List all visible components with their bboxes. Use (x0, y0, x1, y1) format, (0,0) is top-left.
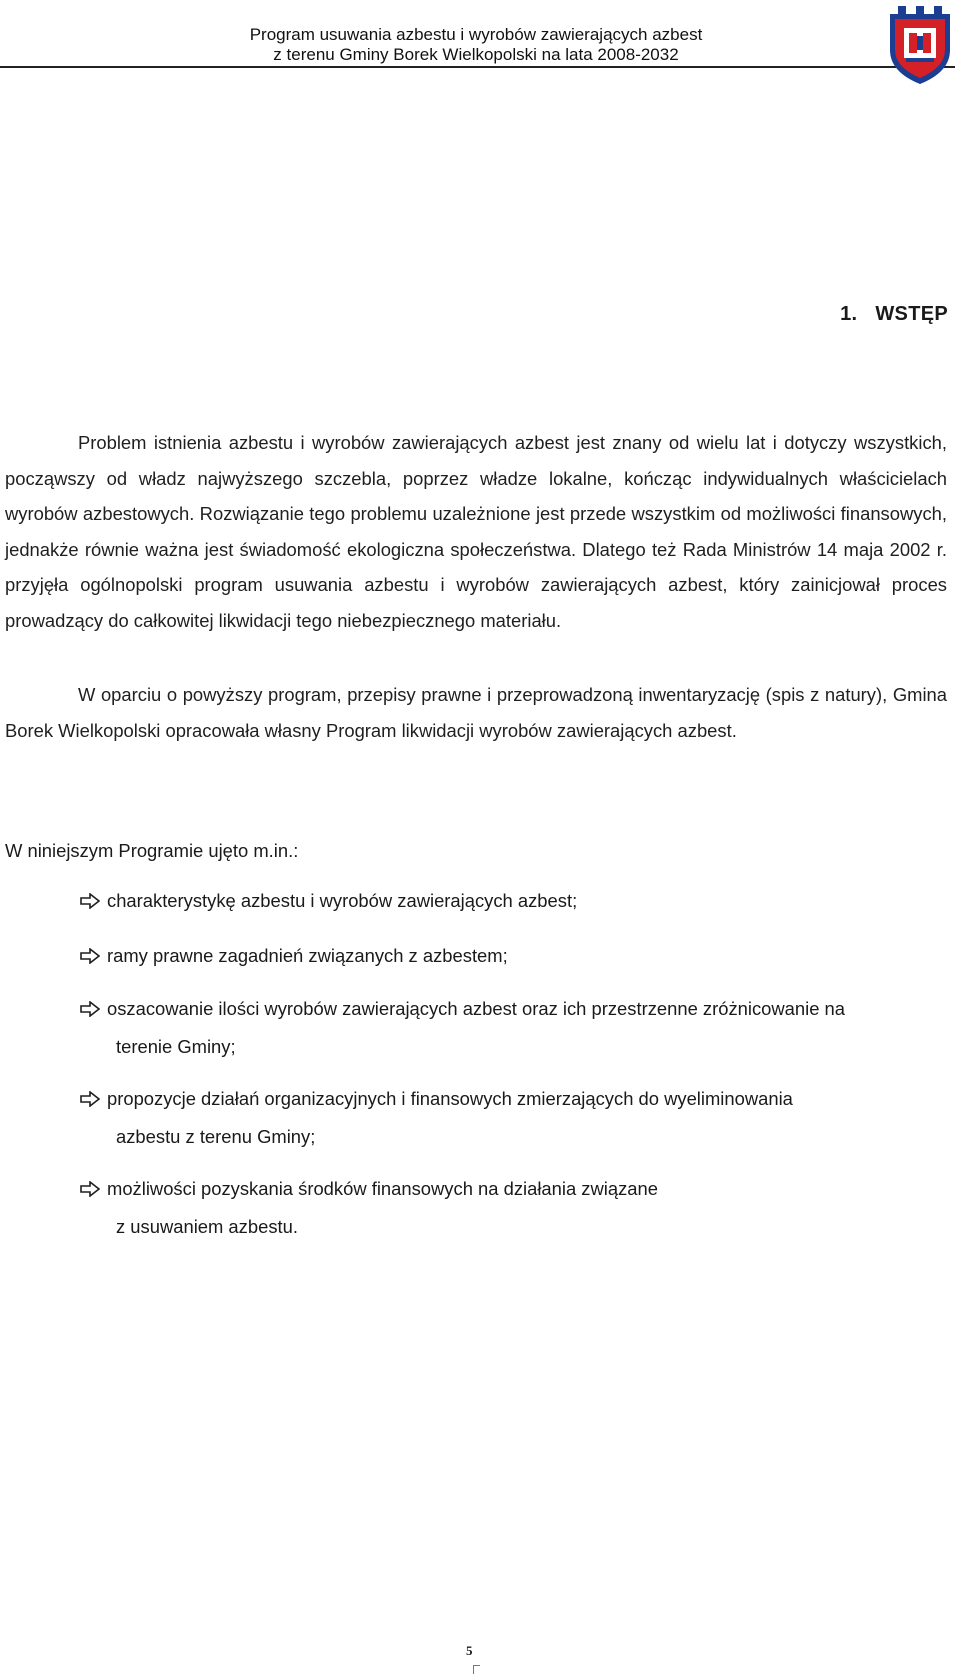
paragraph-1-text: Problem istnienia azbestu i wyrobów zawierających azbest jest znany od wielu lat i dotyczy wszystkich, począwszy od władz najwyższego szczebla, poprzez władze lokalne, kończąc indywidualnych właścicielach wyrobów azbestowych. Rozwiązanie tego problemu uzależnione jest przede wszystkim od możliwości finansowych, jednakże równie ważna jest świadomość ekologiczna społeczeństwa. Dlatego też Rada Ministrów 14 maja 2002 r. przyjęła ogólnopolski program usuwania azbestu i wyrobów zawierających azbest, który zainicjował proces prowadzący do całkowitej likwidacji tego niebezpiecznego materiału. (5, 432, 947, 631)
paragraph-2-text: W oparciu o powyższy program, przepisy prawne i przeprowadzoną inwentaryzację (spis z natury), Gmina Borek Wielkopolski opracowała własny Program likwidacji wyrobów zawierających azbest. (5, 684, 947, 741)
list-item-continuation: azbestu z terenu Gminy; (116, 1126, 316, 1147)
list-intro: W niniejszym Programie ujęto m.in.: (5, 840, 299, 861)
list-item-text: propozycje działań organizacyjnych i finansowych zmierzających do wyeliminowania (107, 1088, 793, 1109)
coat-of-arms-icon (884, 6, 956, 86)
outline-right-arrow-icon (80, 948, 100, 964)
section-number: 1. (840, 303, 858, 325)
list-item (80, 990, 950, 1066)
paragraph-program (5, 677, 947, 748)
list-item-continuation: terenie Gminy; (116, 1036, 236, 1057)
header-divider (0, 66, 955, 68)
outline-right-arrow-icon (80, 1181, 100, 1197)
paragraph-intro (5, 425, 947, 639)
list-item-text: możliwości pozyskania środków finansowych na działania związane (107, 1178, 658, 1199)
section-title: WSTĘP (875, 303, 948, 325)
page-number: 5 (466, 1643, 473, 1658)
list-item-text: oszacowanie ilości wyrobów zawierających azbest oraz ich przestrzenne zróżnicowanie na (107, 998, 846, 1019)
page-header (0, 0, 960, 70)
list-item-continuation: z usuwaniem azbestu. (116, 1216, 298, 1237)
list-item-text: ramy prawne zagadnień związanych z azbestem; (107, 945, 508, 966)
crop-mark (473, 1665, 480, 1674)
list-item-text: charakterystykę azbestu i wyrobów zawierających azbest; (107, 890, 578, 911)
document-title-line-2: z terenu Gminy Borek Wielkopolski na lata 2008-2032 (273, 45, 679, 64)
list-item (80, 1170, 950, 1246)
section-heading (840, 303, 948, 326)
outline-right-arrow-icon (80, 1091, 100, 1107)
outline-right-arrow-icon (80, 893, 100, 909)
document-title (200, 25, 752, 65)
document-title-line-1: Program usuwania azbestu i wyrobów zawierających azbest (249, 25, 703, 44)
outline-right-arrow-icon (80, 1001, 100, 1017)
list-item (80, 937, 950, 975)
list-item (80, 882, 950, 920)
list-item (80, 1080, 950, 1156)
